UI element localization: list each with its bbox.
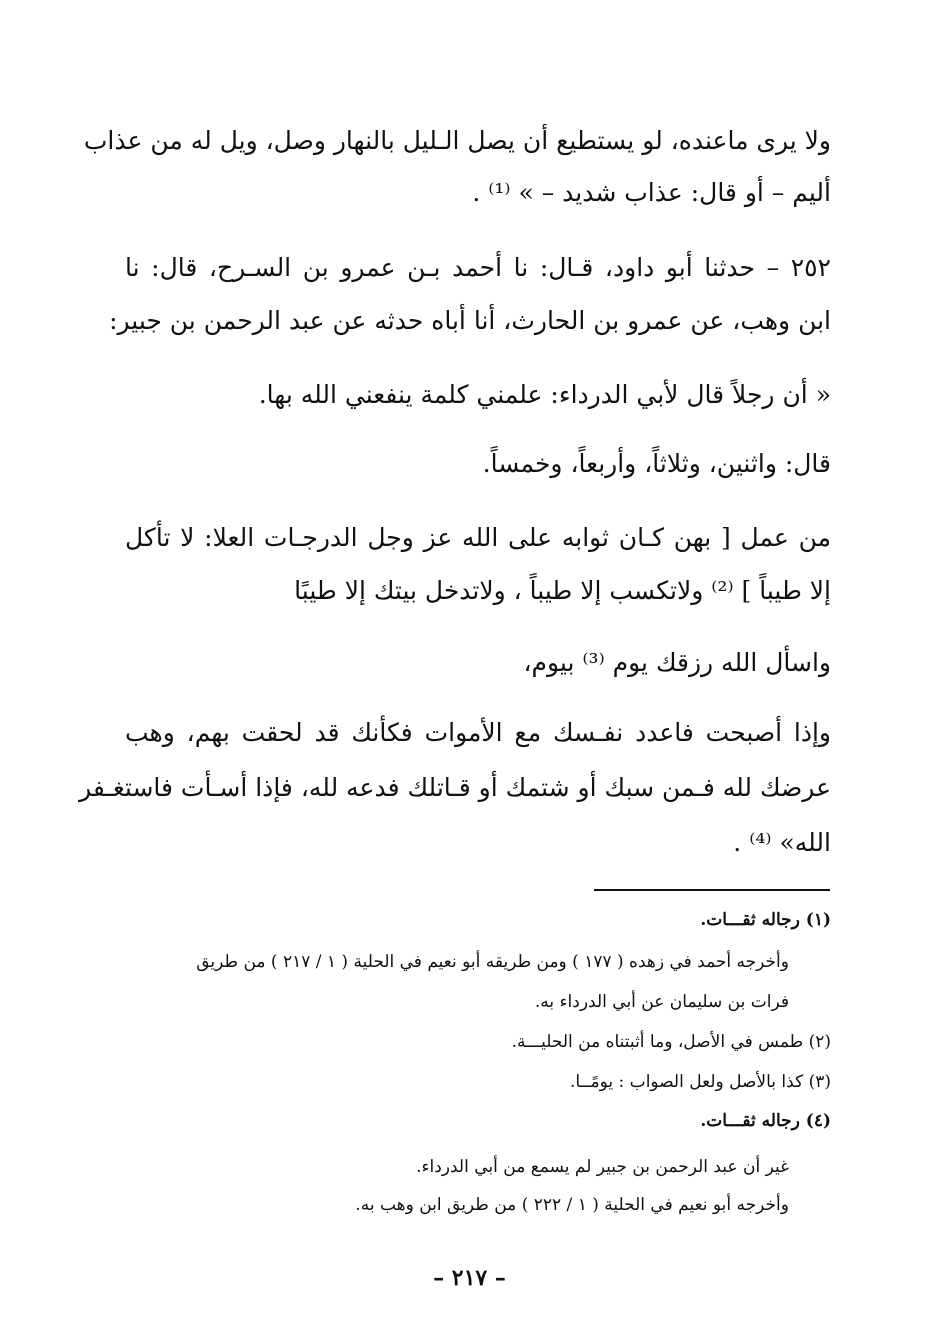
footnote-2: (٢) طمس في الأصل، وما أثبتناه من الحليـــة. [511,1032,831,1052]
paragraph-3: « أن رجلاً قال لأبي الدرداء: علمني كلمة ينفعني الله بها. [258,380,831,409]
footnote-separator [594,889,830,891]
paragraph-6: واسأل الله رزقك يوم ⁽³⁾ بيوم، [523,648,831,677]
paragraph-2-line-1: ٢٥٢ – حدثنا أبو داود، قـال: نا أحمد بـن عمرو بن السـرح، قال: نا [125,253,831,282]
footnote-4-line-1: غير أن عبد الرحمن بن جبير لم يسمع من أبي الدرداء. [416,1157,789,1177]
paragraph-2-line-2: ابن وهب، عن عمرو بن الحارث، أنا أباه حدثه عن عبد الرحمن بن جبير: [109,306,831,335]
footnote-4-heading: (٤) رجاله ثقـــات. [700,1111,831,1131]
footnote-1-line-1: وأخرجه أحمد في زهده ( ١٧٧ ) ومن طريقه أبو نعيم في الحلية ( ١ / ٢١٧ ) من طريق [196,952,789,972]
paragraph-7-line-3: الله» ⁽⁴⁾ . [733,828,831,857]
paragraph-5-line-2: إلا طيباً ] ⁽²⁾ ولاتكسب إلا طيباً ، ولاتدخل بيتك إلا طيبًا [294,576,831,605]
paragraph-1-line-1: ولا يرى ماعنده، لو يستطيع أن يصل الـليل بالنهار وصل، ويل له من عذاب [83,126,831,155]
paragraph-7-line-1: وإذا أصبحت فاعدد نفـسك مع الأموات فكأنك قد لحقت بهم، وهب [125,718,831,747]
footnote-1-heading: (١) رجاله ثقـــات. [700,910,831,930]
paragraph-1-line-2: أليم – أو قال: عذاب شديد – » ⁽¹⁾ . [472,178,831,207]
page-number: – ٢١٧ – [433,1265,506,1291]
paragraph-7-line-2: عرضك لله فـمن سبك أو شتمك أو قـاتلك فدعه لله، فإذا أسـأت فاستغـفر [79,773,831,802]
footnote-3: (٣) كذا بالأصل ولعل الصواب : يومًــا. [569,1072,831,1092]
paragraph-5-line-1: من عمل [ بهن كـان ثوابه على الله عز وجل الدرجـات العلا: لا تأكل [125,523,831,552]
footnote-4-line-2: وأخرجه أبو نعيم في الحلية ( ١ / ٢٢٢ ) من طريق ابن وهب به. [355,1195,789,1215]
footnote-1-line-2: فرات بن سليمان عن أبي الدرداء به. [534,992,789,1012]
paragraph-4: قال: واثنين، وثلاثاً، وأربعاً، وخمساً. [482,449,831,478]
